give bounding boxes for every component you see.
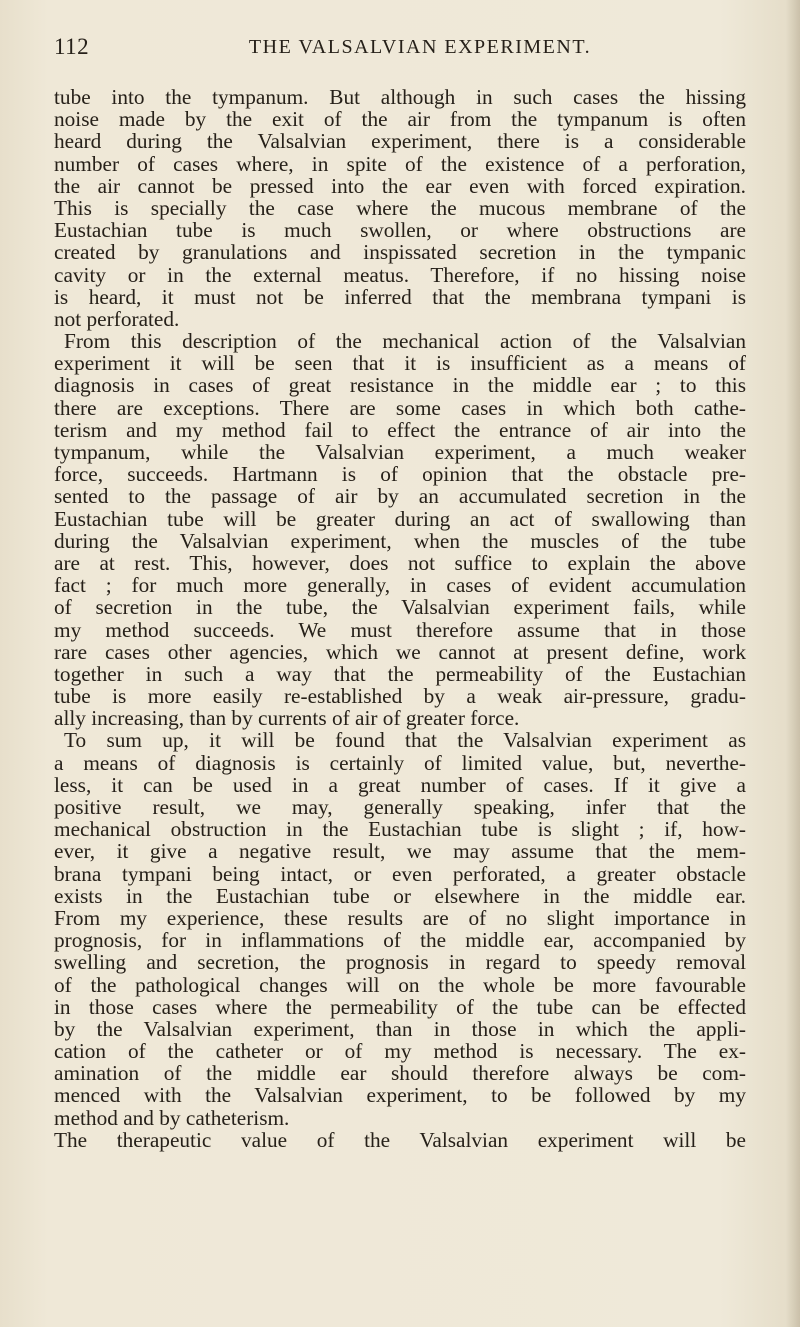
text-line: not perforated. (54, 306, 180, 331)
text-line: the air cannot be pressed into the ear even with forced expiration. (54, 173, 746, 198)
text-line: is heard, it must not be inferred that the membrana tympani is (54, 284, 746, 309)
text-line: heard during the Valsalvian experiment, there is a considerable (54, 129, 746, 154)
text-line: To sum up, it will be found that the Valsalvian experiment as (64, 728, 746, 753)
text-line: in those cases where the permeability of the tube can be effected (54, 994, 746, 1019)
text-line: ally increasing, than by currents of air of greater force. (54, 706, 520, 731)
text-line: tube into the tympanum. But although in such cases the hissing (54, 85, 746, 109)
text-line: prognosis, for in inflammations of the middle ear, accompanied by (54, 928, 746, 953)
text-line: positive result, we may, generally speaking, infer that the (54, 795, 746, 819)
text-line: fact ; for much more generally, in cases of evident accumulation (54, 573, 746, 598)
text-line: From my experience, these results are of no slight importance in (54, 905, 746, 930)
text-line: my method succeeds. We must therefore assume that in those (54, 617, 746, 642)
text-line: during the Valsalvian experiment, when the muscles of the tube (54, 528, 746, 553)
text-line: force, succeeds. Hartmann is of opinion that the obstacle pre- (54, 462, 746, 487)
page-number: 112 (54, 34, 90, 59)
text-line: exists in the Eustachian tube or elsewhere in the middle ear. (54, 883, 746, 908)
text-line: noise made by the exit of the air from the tympanum is often (54, 107, 746, 132)
text-line: swelling and secretion, the prognosis in regard to speedy removal (54, 950, 746, 975)
text-line: experiment it will be seen that it is insufficient as a means of (54, 351, 746, 376)
body-text (54, 86, 746, 1151)
text-line: terism and my method fail to effect the entrance of air into the (54, 417, 746, 442)
text-line: amination of the middle ear should therefore always be com- (54, 1061, 746, 1086)
text-line: tube is more easily re-established by a weak air-pressure, gradu- (54, 684, 746, 709)
text-line: together in such a way that the permeability of the Eustachian (54, 661, 746, 686)
text-line: ever, it give a negative result, we may assume that the mem- (54, 839, 746, 864)
text-line: created by granulations and inspissated secretion in the tympanic (54, 240, 746, 265)
running-title: THE VALSALVIAN EXPERIMENT. (248, 36, 592, 58)
text-line: a means of diagnosis is certainly of limited value, but, neverthe- (54, 750, 746, 775)
text-line: there are exceptions. There are some cases in which both cathe- (54, 395, 746, 420)
text-line: brana tympani being intact, or even perforated, a greater obstacle (54, 861, 746, 886)
text-line: tympanum, while the Valsalvian experiment, a much weaker (54, 440, 746, 464)
text-line: The therapeutic value of the Valsalvian experiment will be (54, 1127, 746, 1152)
text-line: Eustachian tube will be greater during an act of swallowing than (54, 506, 746, 531)
text-line: of secretion in the tube, the Valsalvian experiment fails, while (54, 595, 746, 620)
text-line: This is specially the case where the mucous membrane of the (54, 195, 746, 220)
page-header (54, 34, 746, 64)
text-line: From this description of the mechanical action of the Valsalvian (64, 329, 746, 354)
text-line: of the pathological changes will on the whole be more favourable (54, 972, 746, 997)
text-line: mechanical obstruction in the Eustachian tube is slight ; if, how- (54, 817, 746, 842)
text-line: are at rest. This, however, does not suffice to explain the above (54, 550, 746, 575)
text-line: rare cases other agencies, which we cannot at present define, work (54, 639, 746, 664)
text-line: menced with the Valsalvian experiment, to be followed by my (54, 1083, 746, 1108)
text-line: less, it can be used in a great number of cases. If it give a (54, 772, 746, 797)
text-line: method and by catheterism. (54, 1105, 290, 1130)
text-line: sented to the passage of air by an accumulated secretion in the (54, 484, 746, 509)
page-spine-shadow (786, 0, 800, 1327)
text-line: diagnosis in cases of great resistance in the middle ear ; to this (54, 373, 746, 398)
text-line: number of cases where, in spite of the existence of a perforation, (54, 151, 746, 176)
text-line: cation of the catheter or of my method is necessary. The ex- (54, 1039, 746, 1064)
text-line: by the Valsalvian experiment, than in those in which the appli- (54, 1016, 746, 1041)
text-line: Eustachian tube is much swollen, or where obstructions are (54, 218, 746, 243)
text-line: cavity or in the external meatus. Therefore, if no hissing noise (54, 262, 746, 287)
